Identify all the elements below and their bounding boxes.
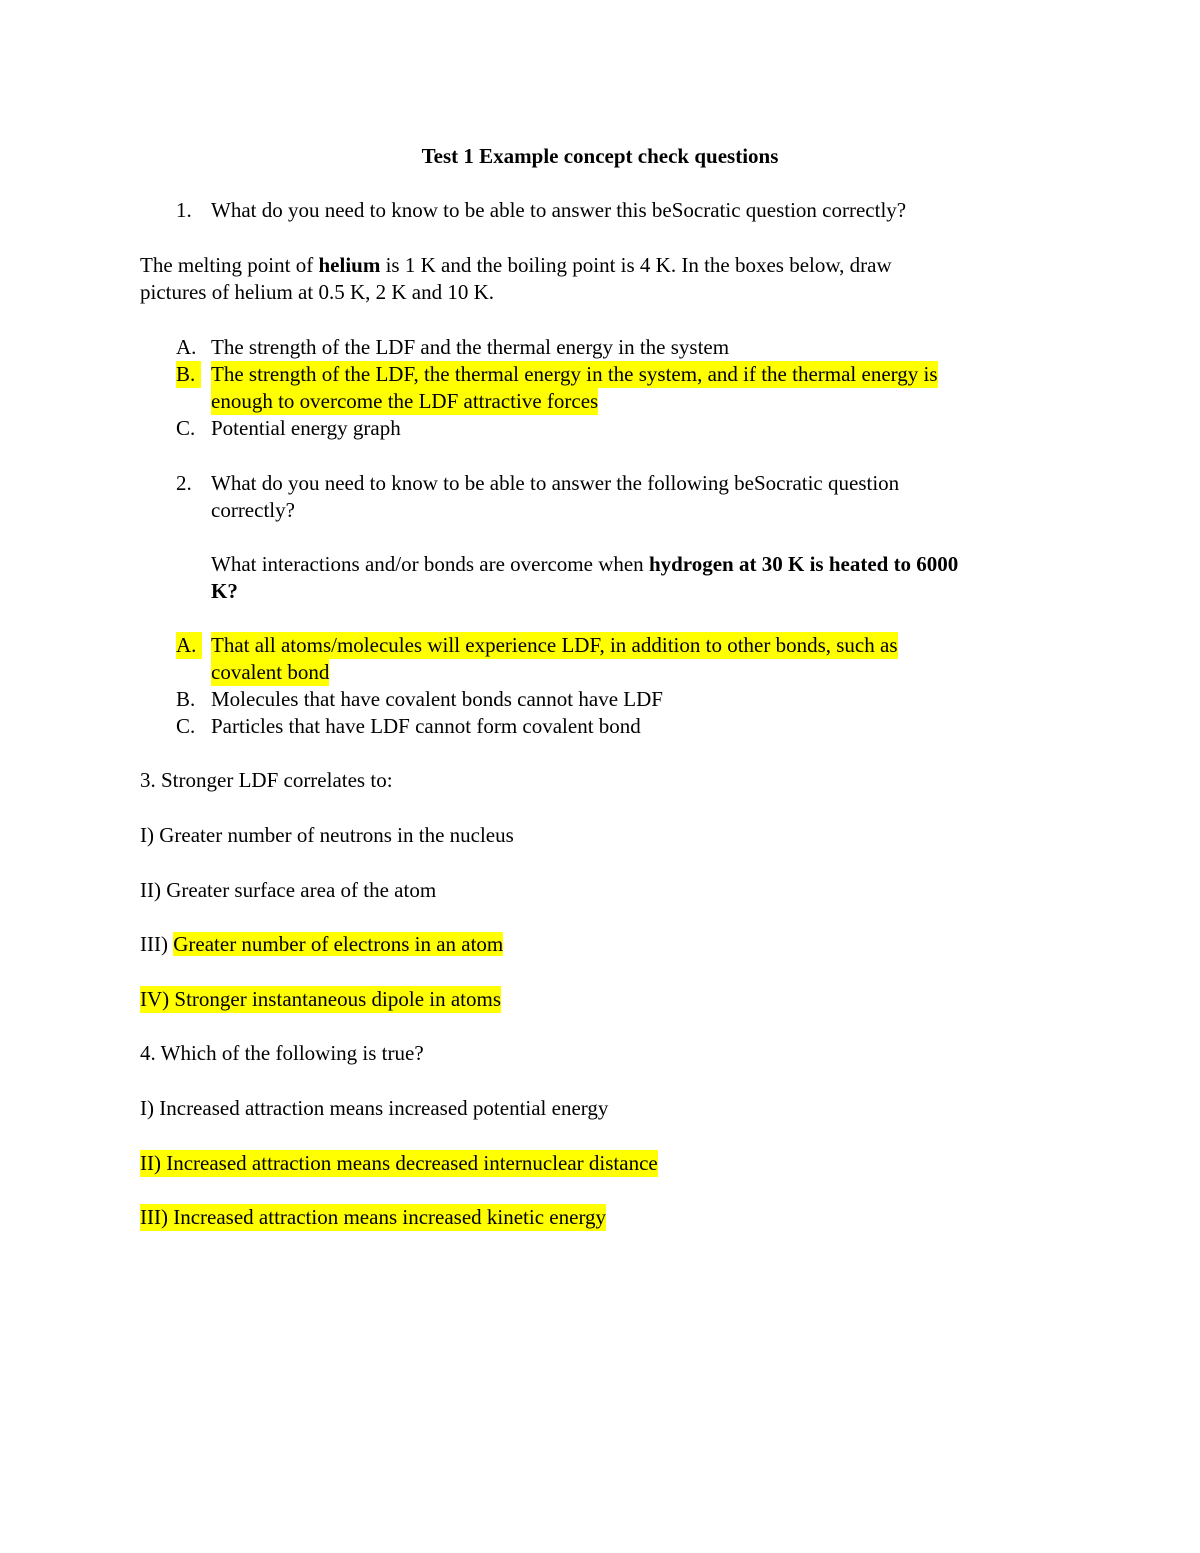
q4-item-3-label: III) — [140, 1205, 168, 1229]
q4-item-3 — [140, 1204, 606, 1231]
q3-item-4 — [140, 986, 501, 1013]
q1-stem-bold: helium — [318, 253, 381, 277]
q4-item-1-label: I) — [140, 1096, 154, 1120]
q2-stem-line1 — [211, 551, 958, 578]
q2-number: 2. — [176, 471, 192, 495]
q1-stem-post: is 1 K and the boiling point is 4 K. In the boxes below, draw — [380, 253, 892, 277]
q3-item-4-label: IV) — [140, 987, 170, 1011]
q4-item-2 — [140, 1150, 658, 1177]
q4-item-3-text: Increased attraction means increased kinetic energy — [167, 1205, 607, 1229]
q3-item-2 — [140, 877, 436, 904]
q3-item-1-text: Greater number of neutrons in the nucleus — [154, 823, 514, 847]
q1-stem-line1 — [140, 252, 892, 279]
q3-prompt: 3. Stronger LDF correlates to: — [140, 768, 393, 792]
q1-option-c-text: Potential energy graph — [211, 416, 401, 440]
q3-item-2-label: II) — [140, 878, 161, 902]
q3-item-3-text: Greater number of electrons in an atom — [173, 932, 504, 956]
q1-stem-line2: pictures of helium at 0.5 K, 2 K and 10 K. — [140, 280, 495, 304]
document-title: Test 1 Example concept check questions — [421, 144, 779, 168]
q2-stem-bold: hydrogen at 30 K is heated to 6000 — [648, 552, 959, 576]
q2-option-a-line2: covalent bond — [211, 660, 330, 684]
q1-prompt: What do you need to know to be able to answer this beSocratic question correctly? — [211, 198, 907, 222]
q3-item-2-text: Greater surface area of the atom — [160, 878, 437, 902]
q1-option-a-text: The strength of the LDF and the thermal energy in the system — [211, 335, 730, 359]
q1-option-c-letter: C. — [176, 416, 196, 440]
q2-stem-pre: What interactions and/or bonds are overcome when — [211, 552, 649, 576]
q1-option-b-line1: The strength of the LDF, the thermal energy in the system, and if the thermal energy is — [211, 362, 938, 386]
q1-option-b-line2: enough to overcome the LDF attractive forces — [211, 389, 599, 413]
q1-number: 1. — [176, 198, 192, 222]
q2-option-b-text: Molecules that have covalent bonds cannot have LDF — [211, 687, 663, 711]
q4-item-2-label: II) — [140, 1151, 161, 1175]
q2-prompt-line2: correctly? — [211, 498, 295, 522]
q4-item-1 — [140, 1095, 608, 1122]
q4-item-2-text: Increased attraction means decreased internuclear distance — [160, 1151, 658, 1175]
q2-option-a-line1: That all atoms/molecules will experience LDF, in addition to other bonds, such as — [211, 633, 898, 657]
q4-item-1-text: Increased attraction means increased potential energy — [154, 1096, 609, 1120]
q3-item-3 — [140, 931, 503, 958]
q2-option-a-letter: A. — [176, 632, 202, 659]
q4-prompt: 4. Which of the following is true? — [140, 1041, 424, 1065]
q1-option-a-letter: A. — [176, 335, 197, 359]
q2-prompt-line1: What do you need to know to be able to answer the following beSocratic question — [211, 471, 900, 495]
q3-item-1-label: I) — [140, 823, 154, 847]
q2-option-b-letter: B. — [176, 687, 196, 711]
q1-stem-pre: The melting point of — [140, 253, 319, 277]
q1-option-b-letter: B. — [176, 361, 201, 388]
q3-item-4-text: Stronger instantaneous dipole in atoms — [169, 987, 502, 1011]
q3-item-1 — [140, 822, 514, 849]
q2-option-c-text: Particles that have LDF cannot form covalent bond — [211, 714, 641, 738]
q2-option-c-letter: C. — [176, 714, 196, 738]
q3-item-3-label: III) — [140, 932, 168, 956]
q2-stem-line2: K? — [211, 579, 238, 603]
